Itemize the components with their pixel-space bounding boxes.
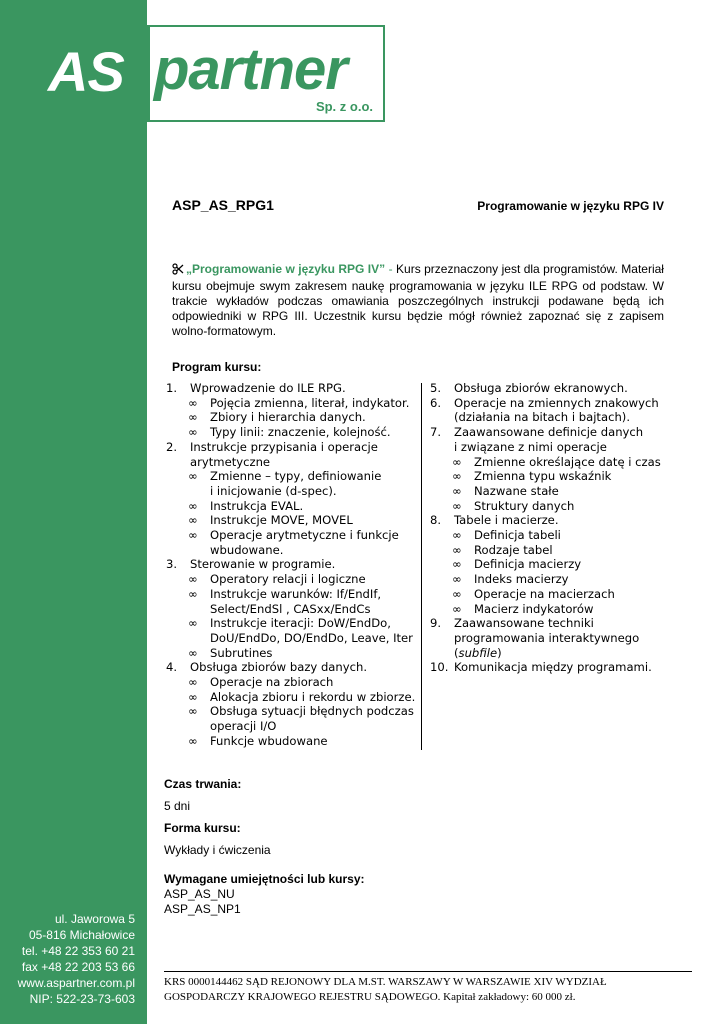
infinity-bullet-icon: ∞	[188, 689, 198, 704]
list-item: ∞ Nazwane stałe	[452, 483, 559, 498]
footer-legal	[164, 975, 607, 1005]
list-item: ∞ Zmienne określające datę i czas	[452, 454, 661, 469]
infinity-bullet-icon: ∞	[188, 586, 198, 601]
infinity-bullet-icon: ∞	[188, 395, 198, 410]
requirement-item: ASP_AS_NU	[164, 887, 235, 901]
list-item: ∞ Instrukcje iteracji: DoW/EndDo,	[188, 616, 391, 631]
infinity-bullet-icon: ∞	[188, 498, 198, 513]
infinity-bullet-icon: ∞	[452, 557, 462, 572]
scissors-icon	[172, 263, 186, 279]
infinity-bullet-icon: ∞	[188, 645, 198, 660]
list-item: ∞ Rodzaje tabel	[452, 542, 553, 557]
list-item: 9. Zaawansowane techniki	[430, 616, 594, 631]
list-number: 1.	[166, 381, 178, 395]
address-phone: tel. +48 22 353 60 21	[21, 944, 135, 958]
address-nip: NIP: 522-23-73-603	[29, 992, 135, 1006]
list-item: ∞ Struktury danych	[452, 498, 575, 513]
intro-highlight: „Programowanie w języku RPG IV”	[186, 262, 386, 276]
list-item: ∞ Operacje arytmetyczne i funkcje	[188, 528, 399, 543]
list-item: 6. Operacje na zmiennych znakowych	[430, 395, 659, 410]
infinity-bullet-icon: ∞	[452, 586, 462, 601]
infinity-bullet-icon: ∞	[452, 454, 462, 469]
footer-line-1: KRS 0000144462 SĄD REJONOWY DLA M.ST. WARSZAWY W WARSZAWIE XIV WYDZIAŁ	[164, 976, 607, 988]
course-code: ASP_AS_RPG1	[172, 197, 274, 213]
infinity-bullet-icon: ∞	[188, 425, 198, 440]
logo-suffix: Sp. z o.o.	[315, 99, 373, 114]
address-street: ul. Jaworowa 5	[54, 912, 135, 926]
requirements-label: Wymagane umiejętności lub kursy:	[164, 872, 365, 886]
list-item: ∞ Alokacja zbioru i rekordu w zbiorze.	[188, 689, 416, 704]
course-description	[172, 262, 664, 339]
list-number: 8.	[430, 513, 442, 528]
footer-divider	[164, 971, 692, 972]
infinity-bullet-icon: ∞	[452, 469, 462, 484]
infinity-bullet-icon: ∞	[188, 704, 198, 719]
logo-as-text: AS	[48, 40, 124, 103]
infinity-bullet-icon: ∞	[452, 601, 462, 616]
list-item: ∞ Definicja tabeli	[452, 528, 561, 543]
infinity-bullet-icon: ∞	[188, 616, 198, 631]
program-left-column: 1. Wprowadzenie do ILE RPG. ∞ Pojęcia zmienna, literał, indykator. ∞ Zbiory i hierarchia danych. ∞ Typy linii: znaczenie, kolejność. 2. Instrukcje przypisania i operacje arytmetyczne ∞ Zmienne – typy, definiowanie i inicjowanie (d-spec). ∞ Instrukcja EVAL. ∞ Instrukcje MOVE, MOVEL ∞ Operacje arytmetyczne i funkcje wbudowane. 3. Sterowanie w programie. ∞ Operatory relacji i logiczne ∞ Instrukcje warunków: If/EndIf, Select/EndSl , CASxx/EndCs ∞ Instrukcje iteracji: DoW/EndDo, DoU/EndDo, DO/EndDo, Leave, Iter ∞ Subrutines 4. Obsługa zbiorów bazy danych. ∞ Operacje na zbiorach ∞ Alokacja zbioru i rekordu w zbiorze. ∞ Obsługa sytuacji błędnych podczas operacji I/O ∞ Funkcje wbudowane	[166, 381, 418, 749]
form-label: Forma kursu:	[164, 821, 241, 835]
infinity-bullet-icon: ∞	[188, 733, 198, 748]
intro-dash: -	[388, 262, 393, 276]
list-item: ∞ Funkcje wbudowane	[188, 733, 328, 748]
list-item: 7. Zaawansowane definicje danych	[430, 425, 644, 440]
list-item: ∞ Obsługa sytuacji błędnych podczas	[188, 704, 414, 719]
list-item: ∞ Instrukcje warunków: If/EndIf,	[188, 586, 382, 601]
program-right-column: 5. Obsługa zbiorów ekranowych. 6. Operacje na zmiennych znakowych (działania na bitach i bajtach). 7. Zaawansowane definicje danych i związane z nimi operacje ∞ Zmienne określające datę i czas ∞ Zmienna typu wskaźnik ∞ Nazwane stałe ∞ Struktury danych 8. Tabele i macierze. ∞ Definicja tabeli ∞ Rodzaje tabel ∞ Definicja macierzy ∞ Indeks macierzy ∞ Operacje na macierzach ∞ Macierz indykatorów 9. Zaawansowane techniki programowania interaktywnego (subfile) 10. Komunikacja między programami.	[430, 381, 670, 675]
list-number: 7.	[430, 425, 442, 440]
list-item: ∞ Zmienna typu wskaźnik	[452, 469, 612, 484]
list-item: ∞ Indeks macierzy	[452, 572, 569, 587]
list-number: 10.	[430, 660, 449, 675]
address-fax: fax +48 22 203 53 66	[21, 960, 135, 974]
infinity-bullet-icon: ∞	[452, 572, 462, 587]
list-number: 3.	[166, 557, 178, 572]
list-item: 5. Obsługa zbiorów ekranowych.	[430, 381, 628, 395]
list-number: 6.	[430, 395, 442, 410]
infinity-bullet-icon: ∞	[188, 410, 198, 425]
requirement-item: ASP_AS_NP1	[164, 902, 241, 916]
infinity-bullet-icon: ∞	[452, 498, 462, 513]
intro-text: Kurs przeznaczony jest dla programistów. Materiał kursu obejmuje swym zakresem naukę programowania w języku ILE RPG od podstaw. W trakcie wykładów podczas omawiania poszczególnych instrukcji podawane będą ich odpowiedniki w RPG III. Uczestnik kursu będzie mógł również zapoznać się z zapisem wolno-formatowym.	[172, 262, 664, 338]
list-item: ∞ Definicja macierzy	[452, 557, 582, 572]
list-item: ∞ Operatory relacji i logiczne	[188, 572, 366, 587]
duration-label: Czas trwania:	[164, 777, 242, 791]
infinity-bullet-icon: ∞	[188, 675, 198, 690]
list-item: 2. Instrukcje przypisania i operacje	[166, 439, 378, 454]
form-value: Wykłady i ćwiczenia	[164, 843, 271, 857]
list-item: ∞ Pojęcia zmienna, literał, indykator.	[188, 395, 410, 410]
list-item: ∞ Operacje na zbiorach	[188, 675, 334, 690]
infinity-bullet-icon: ∞	[452, 528, 462, 543]
company-address	[18, 911, 135, 1007]
infinity-bullet-icon: ∞	[452, 542, 462, 557]
address-city: 05-816 Michałowice	[28, 928, 135, 942]
list-number: 4.	[166, 660, 178, 675]
list-item: 3. Sterowanie w programie.	[166, 557, 336, 572]
infinity-bullet-icon: ∞	[188, 572, 198, 587]
list-number: 5.	[430, 381, 442, 395]
duration-value: 5 dni	[164, 799, 191, 813]
infinity-bullet-icon: ∞	[188, 528, 198, 543]
program-label: Program kursu:	[172, 360, 262, 374]
course-title: Programowanie w języku RPG IV	[477, 199, 664, 213]
list-number: 9.	[430, 616, 442, 631]
list-item: ∞ Instrukcje MOVE, MOVEL	[188, 513, 353, 528]
list-item: 8. Tabele i macierze.	[430, 513, 559, 528]
list-item: ∞ Zbiory i hierarchia danych.	[188, 410, 366, 425]
list-item: 10. Komunikacja między programami.	[430, 660, 652, 675]
list-item: ∞ Zmienne – typy, definiowanie	[188, 469, 382, 484]
list-item: 4. Obsługa zbiorów bazy danych.	[166, 660, 368, 675]
list-item: ∞ Instrukcja EVAL.	[188, 498, 304, 513]
green-sidebar	[0, 0, 147, 1024]
list-item: ∞ Typy linii: znaczenie, kolejność.	[188, 425, 391, 440]
column-divider	[421, 383, 422, 750]
list-item: ∞ Subrutines	[188, 645, 273, 660]
list-item: 1. Wprowadzenie do ILE RPG.	[166, 381, 346, 395]
logo-partner-text: partner	[154, 37, 347, 102]
infinity-bullet-icon: ∞	[452, 483, 462, 498]
infinity-bullet-icon: ∞	[188, 513, 198, 528]
list-item: ∞ Macierz indykatorów	[452, 601, 594, 616]
footer-line-2: GOSPODARCZY KRAJOWEGO REJESTRU SĄDOWEGO. Kapitał zakładowy: 60 000 zł.	[164, 991, 576, 1003]
logo-as-block	[40, 27, 150, 120]
infinity-bullet-icon: ∞	[188, 469, 198, 484]
address-website[interactable]: www.aspartner.com.pl	[17, 976, 135, 990]
list-item: ∞ Operacje na macierzach	[452, 586, 615, 601]
company-logo	[38, 25, 385, 122]
list-number: 2.	[166, 439, 178, 454]
